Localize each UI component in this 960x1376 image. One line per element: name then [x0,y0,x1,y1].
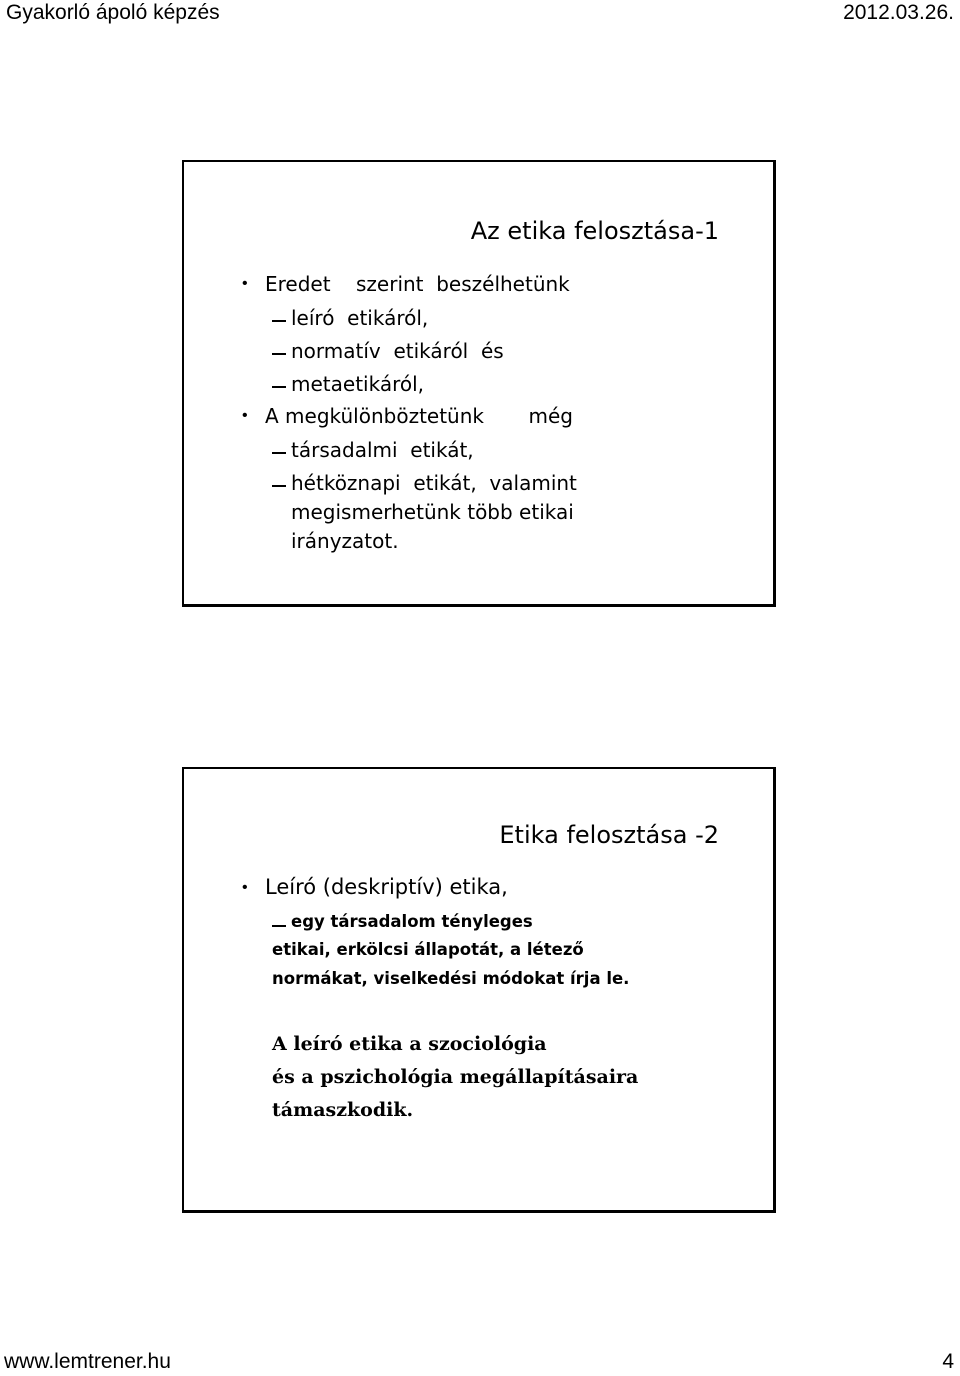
dash-icon [272,485,286,487]
slide-2 [182,767,776,1213]
slide-2-paragraph-line-2: és a pszichológia megállapításaira [272,1066,639,1088]
slide-2-paragraph-line-3: támaszkodik. [272,1099,414,1121]
slide-2-paragraph-line-1: A leíró etika a szociológia [272,1033,547,1055]
slide-2-bullet-1: Leíró (deskriptív) etika, [265,875,508,899]
slide-1-bullet-1: Eredet szerint beszélhetünk [265,272,570,296]
bullet-icon: • [242,275,248,292]
slide-1-dash-3: metaetikáról, [291,372,425,396]
slide-1-title: Az etika felosztása-1 [470,217,719,245]
slide-1-dash-5-line-1: hétköznapi etikát, valamint [291,471,577,495]
slide-1-bullet-2: A megkülönböztetünk még [265,404,573,428]
slide-1-dash-2: normatív etikáról és [291,339,504,363]
slide-1-dash-1: leíró etikáról, [291,306,429,330]
slide-1-dash-4: társadalmi etikát, [291,438,474,462]
dash-icon [272,386,286,388]
header-course-title: Gyakorló ápoló képzés [6,1,220,24]
dash-icon [272,452,286,454]
dash-icon [272,353,286,355]
slide-2-dash-1: egy társadalom tényleges [291,912,533,931]
dash-icon [272,320,286,322]
slide-2-line-2: etikai, erkölcsi állapotát, a létező [272,940,584,959]
slide-2-title: Etika felosztása -2 [499,821,719,849]
footer-page-number: 4 [942,1350,954,1373]
slide-1-dash-5-line-3: irányzatot. [291,529,399,553]
bullet-icon: • [242,407,248,424]
slide-1-dash-5-line-2: megismerhetünk több etikai [291,500,574,524]
slide-1 [182,160,776,607]
dash-icon [272,925,286,927]
slide-2-line-3: normákat, viselkedési módokat írja le. [272,969,630,988]
footer-website: www.lemtrener.hu [4,1350,171,1373]
header-date: 2012.03.26. [843,1,954,24]
bullet-icon: • [242,879,248,896]
